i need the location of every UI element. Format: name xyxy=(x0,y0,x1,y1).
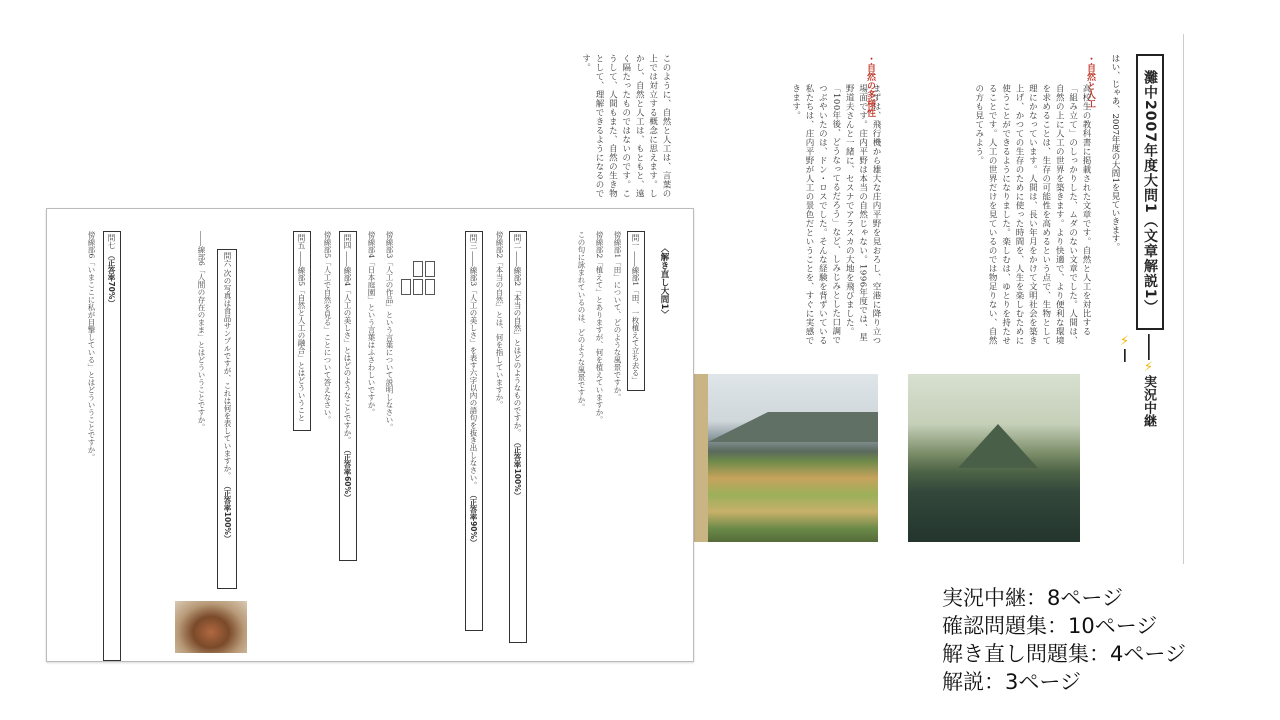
correct-rate: （正答率60%） xyxy=(343,446,352,502)
answer-cell xyxy=(401,279,411,295)
correct-rate: （正答率100%） xyxy=(223,481,232,543)
section-body-diversity: まずは、飛行機から雄大な庄内平野を見おろし、空港に降り立つ場面です。庄内平野は本当の自然じゃない。1996年度では、星野道夫さんと一緒に、セスナでアラスカの大地を飛びました。「100年後、どうなってるだろう」など、しみじみとした口調でつぶやいたのは、ドン・ロスでした。そんな経験を背ずいている私たちは、庄内平野が人工の景色だということを、すぐに実感できます。 xyxy=(790,84,881,345)
question-box xyxy=(103,231,121,661)
question-text: ――線部4「人工の美しさ」とはどのようなことですか。 xyxy=(343,251,352,444)
volcano-peak xyxy=(958,424,1038,468)
volcano-lake-photo xyxy=(908,374,1080,542)
commentary-title: 灘中2007年度大問1（文章解説1） xyxy=(1136,54,1164,330)
question-text: ――線部2「本当の自然」とはどのようなものですか。 xyxy=(513,251,522,437)
mountain-rice-fields-photo xyxy=(708,374,878,542)
summary-item-live-relay: 実況中継：8ページ xyxy=(942,586,1123,610)
section-heading-diversity: ・自然の多様性 xyxy=(865,54,875,117)
lightning-icon: ⚡ xyxy=(1141,360,1156,375)
question-label: 問二 xyxy=(513,234,522,249)
summary-item-retry-questions: 解き直し問題集：4ページ xyxy=(942,642,1186,666)
page-edge-rule xyxy=(1183,34,1184,564)
question-label: 問三 xyxy=(469,234,478,249)
mountain-ridge xyxy=(708,412,878,442)
correct-rate: （正答率100%） xyxy=(513,438,522,500)
question-box xyxy=(217,249,237,589)
sub-question-line: 傍線部6「いまここに私が目撃している」とはどういうことですか。 xyxy=(87,231,96,461)
sub-question-line: 傍線部1「田」について、どのような風景ですか。 xyxy=(613,231,622,401)
question-text: ――線部5「自然と人工の融合」とはどういうこと xyxy=(297,251,306,422)
dash-decoration: ―― xyxy=(1141,334,1156,360)
live-relay-badge xyxy=(1117,334,1160,454)
section-body-nature-artificial: 高校生の教科書に掲載された文章です。自然と人工を対比する「組み立て」のしっかりした、ムダのない文章でした。人間は、自然の上に人工の世界を築きます。より快適で、より便利な環境を求めることは、生存の可能性を高めるという点で、生物として理にかなっています。人間は、長い年月をかけて文明社会を築き上げ、かつての生存のために使った時間を、人生を楽しむために使うことができるようになりました。楽しむは、ゆとりを持たせることです。人工の世界だけを見ているのでは物足りない、自然の方も見てみよう。 xyxy=(973,84,1091,345)
worksheet-title: 〈解き直し大問1〉 xyxy=(659,244,669,318)
sub-question-line: 傍線部3「人工の作品」という言葉について説明しなさい。 xyxy=(385,231,394,431)
lightning-icon: ⚡ xyxy=(1117,334,1132,349)
dash-decoration: ― xyxy=(1117,349,1132,362)
question-box xyxy=(627,231,645,391)
page-count-summary xyxy=(942,584,1262,696)
question-label: 問一 xyxy=(631,234,640,249)
question-label: 問七 xyxy=(107,234,116,249)
section-body-conclusion: このように、自然と人工は、言葉の上では対立する概念に思えます。しかし、自然と人工は、もともと、遠く隔たったものではないのです。こうして、人間もまた、自然の生き物として、理解できるようになるのです。 xyxy=(580,54,671,198)
answer-cell xyxy=(413,279,423,295)
sub-question-line: 傍線部4「日本庭園」という言葉はふさわしいですか。 xyxy=(367,231,376,416)
correct-rate: （正答率90%） xyxy=(469,491,478,547)
answer-cell xyxy=(425,279,435,295)
question-box xyxy=(509,231,527,643)
sub-question-line: ――線部6「人間の存在のまま」とはどういうことですか。 xyxy=(197,231,206,431)
answer-cell xyxy=(425,261,435,277)
worksheet-page xyxy=(46,208,694,662)
sub-question-line: 傍線部5「人工で自然を見る」ことについて答えなさい。 xyxy=(323,231,332,424)
sub-question-line: 傍線部2「本当の自然」とは、何を指していますか。 xyxy=(495,231,504,409)
sub-question-line: 傍線部2「植えて」とありますが、何を植えていますか。 xyxy=(595,231,604,424)
question-text: 次の写真は食品サンプルですが、これは何を表していますか。 xyxy=(223,269,232,480)
question-label: 問四 xyxy=(343,234,352,249)
question-label: 問五 xyxy=(297,234,306,249)
food-sample-photo xyxy=(175,601,247,653)
summary-item-explanation: 解説：3ページ xyxy=(942,670,1081,694)
relay-badge-label: 実況中継 xyxy=(1141,375,1156,427)
question-text: ――線部3「人工の美しさ」を表す六字以内の語句を抜き出しなさい。 xyxy=(469,251,478,489)
answer-cell xyxy=(413,261,423,277)
section-heading-nature-artificial: ・自然と人工 xyxy=(1085,54,1095,108)
question-text: ――線部1「田、一枚植えて立ち去る」 xyxy=(631,251,640,384)
sub-question-line: この句に詠まれているのは、どのような風景ですか。 xyxy=(577,231,586,411)
commentary-intro: はい、じゃあ、2007年度の大問1を見ていきます。 xyxy=(1110,54,1120,252)
correct-rate: （正答率70%） xyxy=(107,251,116,307)
question-box xyxy=(293,231,311,431)
question-box xyxy=(465,231,483,631)
summary-item-review-questions: 確認問題集：10ページ xyxy=(942,614,1158,638)
question-label: 問六 xyxy=(223,252,232,267)
question-box xyxy=(339,231,357,561)
